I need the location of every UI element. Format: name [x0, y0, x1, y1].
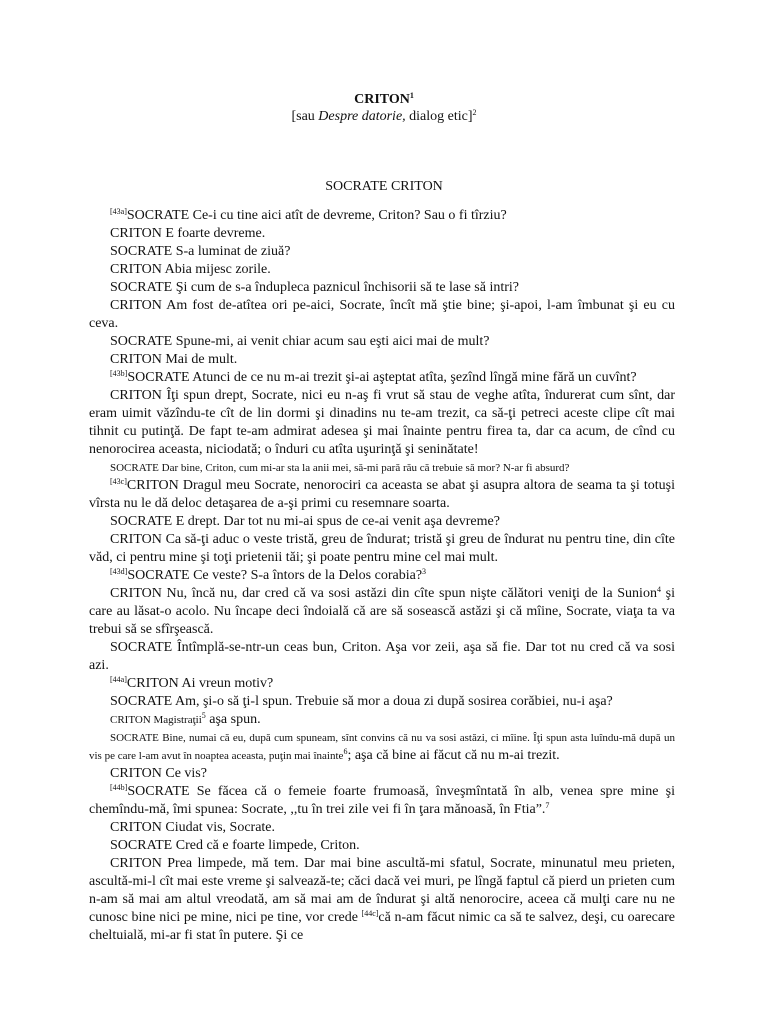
dialogue-paragraph [89, 459, 675, 477]
title-text: CRITON [354, 92, 410, 107]
paragraph-text: CRITON E foarte devreme. [110, 226, 266, 241]
dialogue-paragraph [89, 711, 675, 729]
dialogue-paragraph [89, 207, 675, 225]
dialogue-paragraph [89, 351, 675, 369]
paragraph-text: SOCRATE E drept. Dar tot nu mi-ai spus de ce-ai venit aşa devreme? [110, 514, 500, 529]
title-footnote-ref: 1 [409, 91, 414, 100]
dialogue-paragraph [89, 513, 675, 531]
stephanus-marker: [44c] [361, 909, 379, 918]
paragraph-text: SOCRATE Atunci de ce nu m-ai trezit şi-ai aşteptat atîta, şezînd lîngă mine fără un cuvînt? [127, 370, 637, 385]
stephanus-marker: [43c] [110, 477, 127, 486]
dialogue-paragraph [89, 225, 675, 243]
subtitle-italic: Despre datorie, [318, 109, 406, 124]
paragraph-text: SOCRATE Spune-mi, ai venit chiar acum sau eşti aici mai de mult? [110, 334, 490, 349]
dialogue-paragraph [89, 693, 675, 711]
stephanus-marker: [44a] [110, 675, 127, 684]
dialogue-paragraph [89, 819, 675, 837]
paragraph-text: SOCRATE S-a luminat de ziuă? [110, 244, 291, 259]
paragraph-text-small: SOCRATE Bine, numai că eu, după cum spuneam, sînt convins că nu va sosi astăzi, ci mîine. Îţi spun asta luîndu-mă după un vis pe care l-am avut în noaptea aceasta, puţin mai înainte [89, 732, 675, 762]
dialogue-body [89, 207, 675, 945]
dialogue-paragraph [89, 567, 675, 585]
dialogue-paragraph [89, 675, 675, 693]
document-subtitle [0, 108, 768, 126]
paragraph-text: aşa spun. [205, 712, 261, 727]
dialogue-paragraph [89, 585, 675, 639]
footnote-ref: 4 [656, 585, 661, 594]
dialogue-paragraph [89, 477, 675, 513]
dialogue-paragraph [89, 639, 675, 675]
paragraph-text-small: CRITON Magistraţii [110, 714, 202, 726]
paragraph-text: SOCRATE Întîmplă-se-ntr-un ceas bun, Criton. Aşa vor zeii, aşa să fie. Dar tot nu cred că va sosi azi. [89, 640, 675, 673]
paragraph-text: CRITON Ce vis? [110, 766, 207, 781]
dialogue-paragraph [89, 855, 675, 945]
dialogue-paragraph [89, 261, 675, 279]
footnote-ref: 7 [545, 801, 550, 810]
stephanus-marker: [43a] [110, 207, 127, 216]
dialogue-paragraph [89, 333, 675, 351]
paragraph-text: şi care au lăsat-o acolo. Nu încape deci îndoială că are să sosească astăzi şi că mîine, Socrate, viaţa ta va trebui să se sfîrşească. [89, 586, 675, 637]
subtitle-footnote-ref: 2 [472, 108, 477, 117]
dialogue-paragraph [89, 387, 675, 459]
paragraph-text: CRITON Ai vreun motiv? [126, 676, 274, 691]
dialogue-paragraph [89, 297, 675, 333]
dialogue-paragraph [89, 531, 675, 567]
paragraph-text: CRITON Abia mijesc zorile. [110, 262, 271, 277]
paragraph-text: CRITON Nu, încă nu, dar cred că va sosi astăzi din cîte spun nişte călători veniţi de la Sunion [110, 586, 657, 601]
dialogue-paragraph [89, 243, 675, 261]
subtitle-open: [sau [291, 109, 319, 124]
paragraph-text: SOCRATE Şi cum de s-a îndupleca paznicul închisorii să te lase să intri? [110, 280, 520, 295]
dialogue-paragraph [89, 765, 675, 783]
paragraph-text: SOCRATE Dar bine, Criton, cum mi-ar sta la anii mei, să-mi pară rău că trebuie să mor? N-ar fi absurd? [110, 462, 570, 474]
stephanus-marker: [44b] [110, 783, 128, 792]
dialogue-paragraph [89, 729, 675, 765]
dialogue-paragraph [89, 369, 675, 387]
footnote-ref: 3 [422, 567, 427, 576]
paragraph-text: SOCRATE Ce veste? S-a întors de la Delos corabia? [127, 568, 423, 583]
paragraph-text: ; aşa că bine ai făcut că nu m-ai trezit. [347, 748, 560, 763]
paragraph-text: CRITON Am fost de-atîtea ori pe-aici, Socrate, încît mă ştie bine; şi-apoi, l-am îmbunat şi eu cu ceva. [89, 298, 675, 331]
paragraph-text: CRITON Ca să-ţi aduc o veste tristă, greu de îndurat; tristă şi greu de îndurat nu pentru tine, din cîte văd, ci pentru mine şi toţi prietenii tăi; şi poate pentru mine cel mai mult. [89, 532, 675, 565]
dialogue-paragraph [89, 279, 675, 297]
dialogue-paragraph [89, 837, 675, 855]
footnote-ref: 6 [343, 747, 348, 756]
paragraph-text: SOCRATE Cred că e foarte limpede, Criton. [110, 838, 360, 853]
paragraph-text: CRITON Dragul meu Socrate, nenorociri ca aceasta se abat şi asupra altora de seama ta şi totuşi vîrsta nu le dă deloc detaşarea de a-şi primi cu resemnare soarta. [89, 478, 675, 511]
stephanus-marker: [43d] [110, 567, 128, 576]
paragraph-text: CRITON Mai de mult. [110, 352, 238, 367]
paragraph-text: SOCRATE Am, şi-o să ţi-l spun. Trebuie să mor a doua zi după sosirea corăbiei, nu-i aşa? [110, 694, 613, 709]
stephanus-marker: [43b] [110, 369, 128, 378]
subtitle-close: dialog etic] [405, 109, 473, 124]
document-title [0, 91, 768, 109]
dialogue-paragraph [89, 783, 675, 819]
footnote-ref: 5 [201, 711, 206, 720]
paragraph-text: SOCRATE Ce-i cu tine aici atît de devreme, Criton? Sau o fi tîrziu? [126, 208, 507, 223]
characters-heading: SOCRATE CRITON [325, 179, 443, 194]
paragraph-text: CRITON Îţi spun drept, Socrate, nici eu n-aş fi vrut să stau de veghe atîta, îndurerat cum sînt, dar eram uimit văzîndu-te cît de lin dormi şi dinadins nu te-am trezit, ca să-ţi petreci aceste clipe cît mai tihnit cu putinţă. De fapt te-am admirat adesea şi mai înainte pentru firea ta, dar ca acum, de cînd cu nenorocirea aceasta, niciodată; o înduri cu atîta uşurinţă şi seninătate! [89, 388, 675, 457]
paragraph-text: CRITON Ciudat vis, Socrate. [110, 820, 276, 835]
paragraph-text: că n-am făcut nimic ca să te salvez, deşi, cu oarecare cheltuială, mi-ar fi stat în putere. Şi ce [89, 910, 675, 943]
paragraph-text: CRITON Prea limpede, mă tem. Dar mai bine ascultă-mi sfatul, Socrate, minunatul meu prieten, ascultă-mi-l cît mai este vreme şi salvează-te; căci dacă vei muri, pe lîngă faptul că pierd un prieten cum n-am să mai am altul vreodată, am să mai am de îndurat şi altă nenorocire, aceea că mulţi care nu ne cunosc bine nici pe mine, nici pe tine, vor crede [89, 856, 675, 925]
paragraph-text: SOCRATE Se făcea că o femeie foarte frumoasă, înveşmîntată în alb, venea spre mine şi chemîndu-mă, îmi spunea: Socrate, ,,tu în trei zile vei fi în ţara mănoasă, în Ftia”. [89, 784, 675, 817]
